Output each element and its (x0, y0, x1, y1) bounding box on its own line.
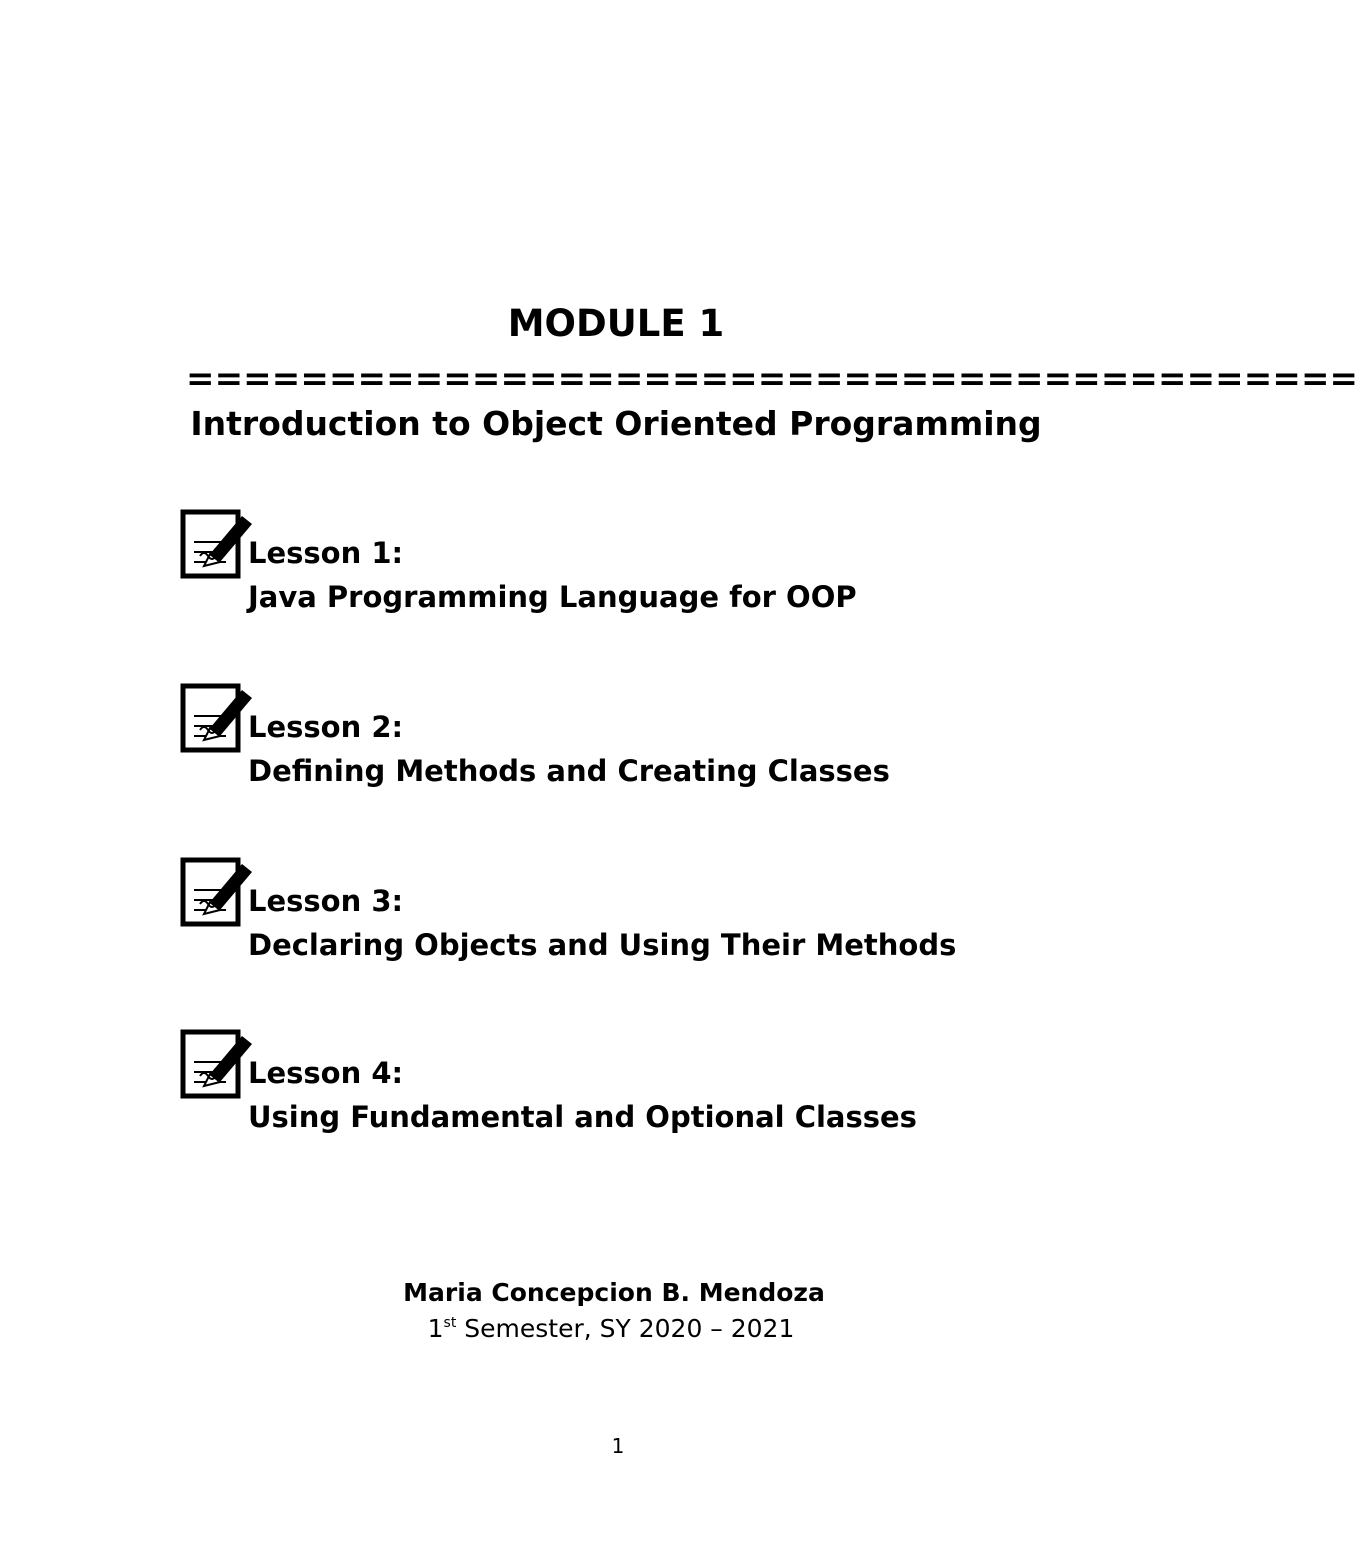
title-divider: ========================================= (186, 359, 1358, 399)
author-name: Maria Concepcion B. Mendoza (403, 1278, 825, 1307)
semester-line (0, 1314, 1222, 1343)
lesson-title: Defining Methods and Creating Classes (248, 754, 890, 788)
module-title: MODULE 1 (507, 302, 725, 345)
lesson-number: Lesson 2: (248, 710, 404, 744)
lesson-title: Using Fundamental and Optional Classes (248, 1100, 917, 1134)
lesson-number: Lesson 3: (248, 884, 404, 918)
lesson-number: Lesson 1: (248, 536, 404, 570)
lesson-item-3 (180, 856, 1080, 976)
lesson-item-4 (180, 1028, 1080, 1148)
document-pencil-icon (180, 682, 256, 754)
lesson-item-2 (180, 682, 1080, 802)
page-number: 1 (611, 1434, 625, 1458)
document-pencil-icon (180, 856, 256, 928)
semester-ordinal-suffix: st (443, 1315, 457, 1331)
module-subtitle: Introduction to Object Oriented Programming (190, 404, 1042, 443)
document-pencil-icon (180, 1028, 256, 1100)
document-pencil-icon (180, 508, 256, 580)
lesson-title: Declaring Objects and Using Their Methods (248, 928, 957, 962)
lesson-title: Java Programming Language for OOP (248, 580, 857, 614)
semester-ordinal: 1 (427, 1314, 444, 1343)
lesson-number: Lesson 4: (248, 1056, 404, 1090)
semester-text: Semester, SY 2020 – 2021 (456, 1314, 795, 1343)
lesson-item-1 (180, 508, 1080, 628)
